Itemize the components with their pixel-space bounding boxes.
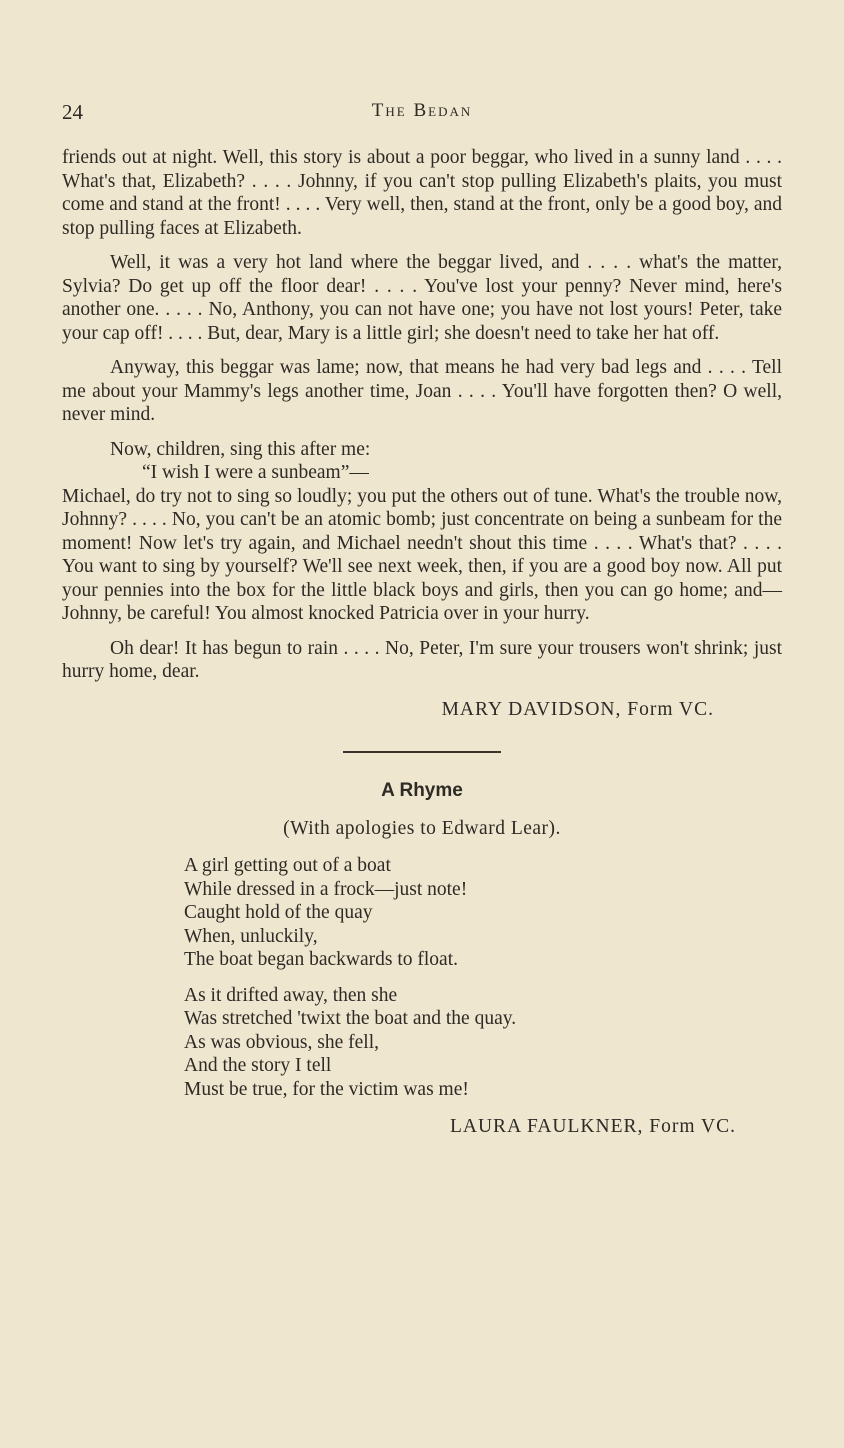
rhyme-line: Must be true, for the victim was me! [184, 1078, 469, 1100]
song-quote: “I wish I were a sunbeam”— [142, 462, 369, 483]
rhyme-line: The boat began backwards to float. [184, 949, 458, 970]
rhyme-line: Was stretched 'twixt the boat and the quay. [184, 1008, 517, 1029]
rhyme-line: As it drifted away, then she [184, 984, 398, 1006]
section-divider [343, 751, 501, 753]
rhyme-subtitle: (With apologies to Edward Lear). [283, 817, 561, 839]
story-paragraph: Michael, do try not to sing so loudly; you put the others out of tune. What's the trouble now, Johnny? . . . . No, you can't be an atomic bomb; just concentrate on being a sunbeam for the moment! Now let's try again, and Michael needn't shout this time . . . . What's that? . . . . You want to sing by yourself? We'll see next week, then, if you are a good boy now. All put your pennies into the box for the little black boys and girls, then you can go home; and—Johnny, be careful! You almost knocked Patricia over in your hurry. [62, 485, 782, 624]
rhyme-stanza [62, 854, 782, 972]
story-paragraph: Well, it was a very hot land where the beggar lived, and . . . . what's the matter, Sylvia? Do get up off the floor dear! . . . . You've lost your penny? Never mind, here's another one. . . . . No, Anthony, you can not have one; you have not lost yours! Peter, take your cap off! . . . . But, dear, Mary is a little girl; she doesn't need to take her hat off. [62, 252, 782, 344]
author-signature: MARY DAVIDSON, Form VC. [441, 698, 714, 720]
story-paragraph: Now, children, sing this after me: [110, 438, 371, 460]
author-signature: LAURA FAULKNER, Form VC. [449, 1116, 736, 1137]
rhyme-line: A girl getting out of a boat [184, 855, 391, 876]
rhyme-line: As was obvious, she fell, [184, 1031, 379, 1053]
story-paragraph: Anyway, this beggar was lame; now, that means he had very bad legs and . . . . Tell me about your Mammy's legs another time, Joan . . . . You'll have forgotten then? O well, never mind. [62, 357, 782, 425]
page-number: 24 [62, 100, 83, 124]
rhyme-line: Caught hold of the quay [184, 902, 373, 923]
rhyme-line: When, unluckily, [184, 925, 318, 947]
running-title: The Bedan [371, 100, 473, 121]
story-paragraph: Oh dear! It has begun to rain . . . . No, Peter, I'm sure your trousers won't shrink; just hurry home, dear. [62, 637, 782, 682]
rhyme-title: A Rhyme [381, 780, 463, 801]
rhyme-stanza [62, 984, 782, 1102]
page-header [62, 100, 782, 130]
story-paragraph: friends out at night. Well, this story is about a poor beggar, who lived in a sunny land . . . . What's that, Elizabeth? . . . . Johnny, if you can't stop pulling Elizabeth's plaits, you must come and stand at the front! . . . . Very well, then, stand at the front, only be a good boy, and stop pulling faces at Elizabeth. [62, 147, 782, 239]
rhyme-line: While dressed in a frock—just note! [184, 878, 468, 900]
rhyme-line: And the story I tell [184, 1055, 332, 1076]
body-text [62, 146, 782, 1139]
